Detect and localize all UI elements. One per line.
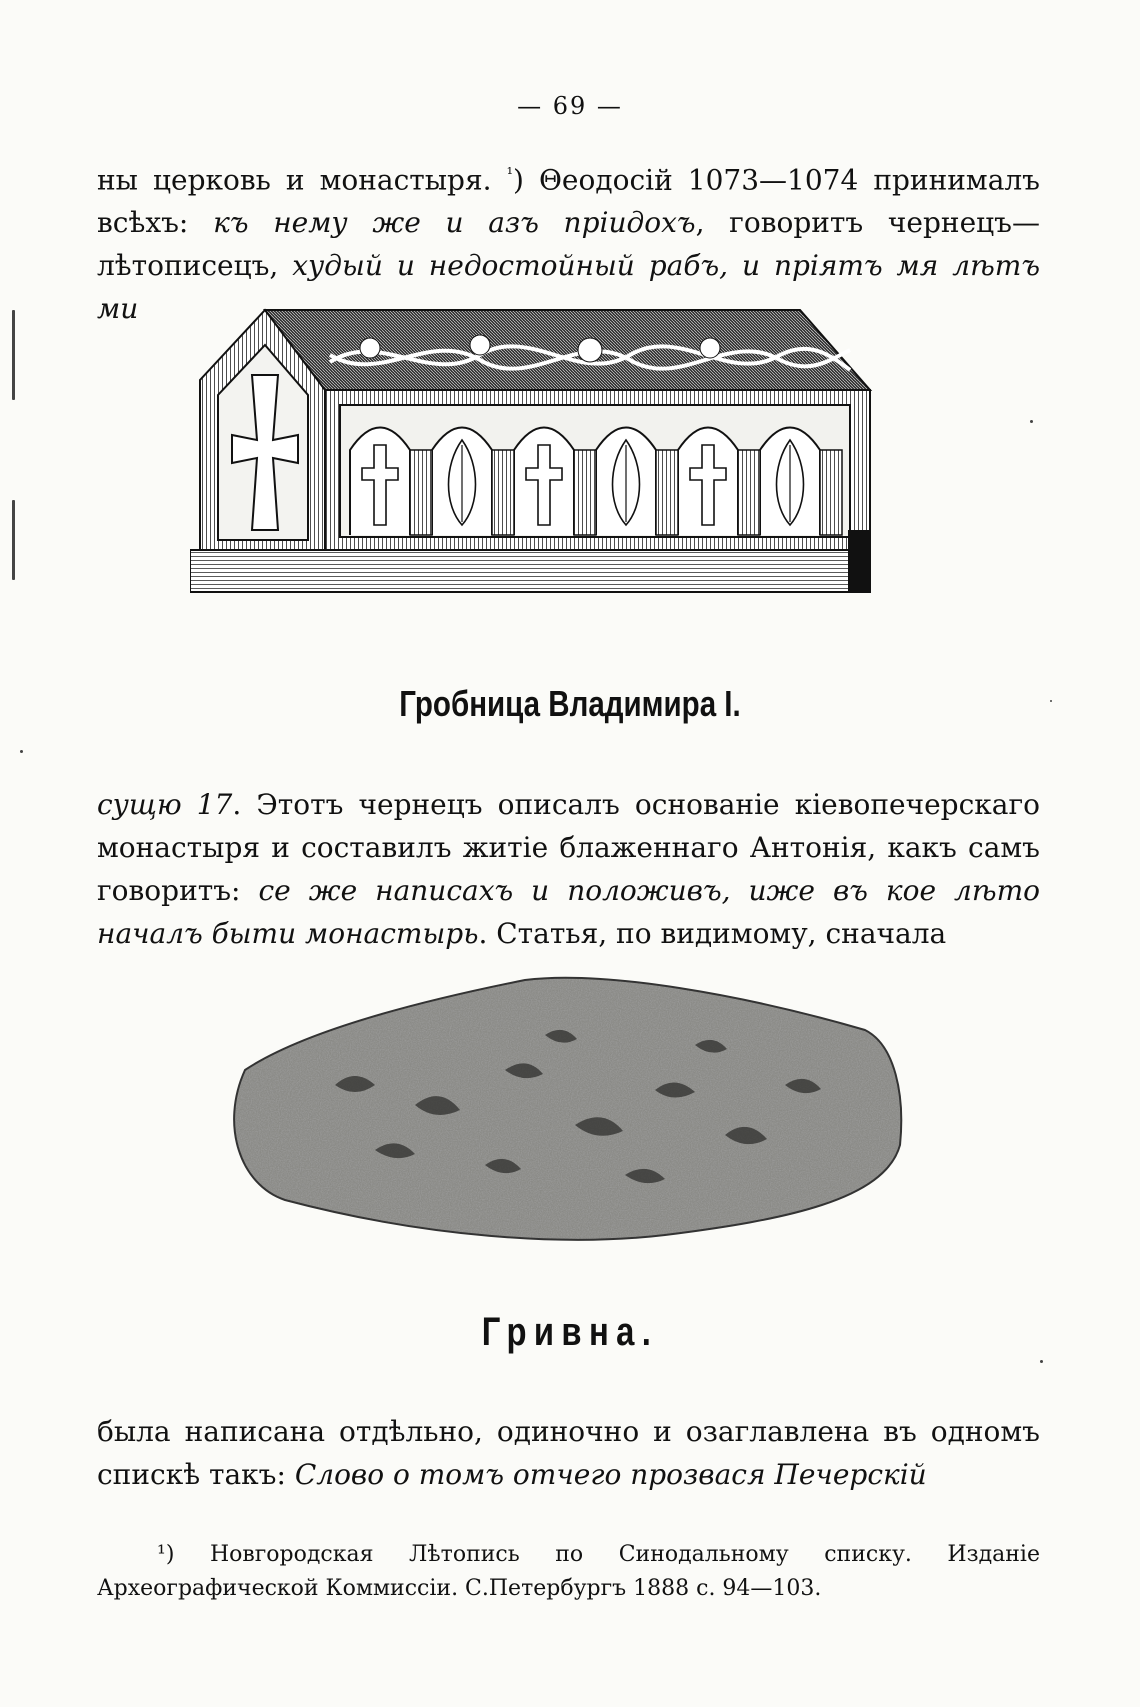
paragraph-2 (97, 783, 1040, 955)
page-number: — 69 — (517, 92, 623, 120)
figure-caption-tomb: Гробница Владимира I. (399, 683, 741, 724)
scan-artifact (12, 310, 15, 400)
footnote-marker: ¹) (157, 1542, 175, 1567)
text-segment-italic: къ нему же и азъ пріидохъ (213, 206, 696, 240)
text-segment: . Статья, по видимому, сначала (478, 917, 947, 950)
footnote-ref: ¹ (506, 164, 513, 183)
text-segment-italic: Слово о томъ отчего прозвася Печерскій (294, 1458, 927, 1491)
scan-artifact (20, 750, 23, 753)
text-segment: была написана отдѣльно, одиночно и озаглавлена въ одномъ спискѣ такъ: (97, 1415, 1040, 1491)
text-segment: ны церковь и монастыря. (97, 163, 507, 197)
text-segment-italic: сущю 17 (97, 788, 233, 821)
grivna-illustration (225, 975, 915, 1245)
text-segment-italic: худый и недостойный рабъ, и пріятъ мя лѣтъ ми (97, 249, 1040, 326)
scan-artifact (12, 500, 15, 580)
text-segment-italic: се же написахъ и положивъ, иже въ кое лѣто началъ быти монастырь (97, 874, 1040, 950)
text-segment: ) Θеодосій 1073—1074 принималъ всѣхъ: (97, 163, 1040, 240)
text-segment: . Этотъ чернецъ описалъ основаніе кіевопечерскаго монастыря и составилъ житіе блаженнаго Антонія, какъ самъ говоритъ: (97, 788, 1040, 907)
tomb-illustration (190, 300, 950, 640)
text-segment: , говоритъ чернецъ—лѣтописецъ, (97, 206, 1040, 283)
scan-artifact (1050, 700, 1052, 702)
footnote-text: Новгородская Лѣтопись по Синодальному списку. Изданіе Археографической Коммиссіи. С.Петербургъ 1888 с. 94—103. (97, 1542, 1040, 1601)
scan-artifact (1040, 1360, 1043, 1363)
scan-artifact (1030, 420, 1033, 423)
paragraph-3 (97, 1410, 1040, 1496)
footnote (97, 1538, 1040, 1606)
figure-caption-grivna: Гривна. (481, 1310, 659, 1354)
